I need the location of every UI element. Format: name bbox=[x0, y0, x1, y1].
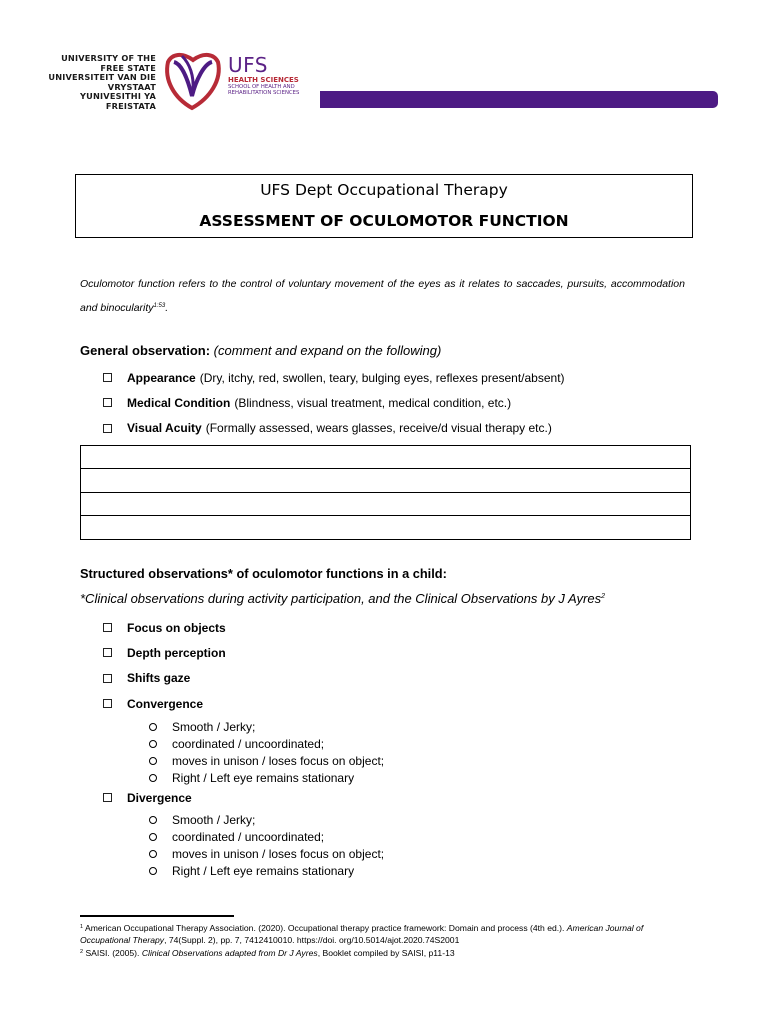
circle-bullet-icon bbox=[149, 740, 157, 748]
faculty-brand bbox=[228, 54, 299, 96]
general-observation-heading: General observation: (comment and expand on the following) bbox=[80, 343, 442, 358]
structured-observation-list bbox=[103, 615, 226, 716]
list-item: Shifts gaze bbox=[103, 666, 226, 691]
checkbox[interactable] bbox=[103, 373, 112, 382]
intro-paragraph: Oculomotor function refers to the control of voluntary movement of the eyes as it relates to saccades, pursuits, accommodation and binocularity$^{1:53}$. bbox=[80, 278, 685, 314]
checkbox[interactable] bbox=[103, 793, 112, 802]
circle-bullet-icon bbox=[149, 867, 157, 875]
checkbox[interactable] bbox=[103, 648, 112, 657]
footnote-2: $^2$ SAISI. (2005). Clinical Observations adapted from Dr J Ayres, Booklet compiled by SAISI, p11-13 bbox=[80, 948, 455, 959]
circle-bullet-icon bbox=[149, 723, 157, 731]
structured-observations-subheading: *Clinical observations during activity participation, and the Clinical Observations by J Ayres$^2$ bbox=[80, 591, 605, 606]
comment-row[interactable] bbox=[81, 469, 690, 492]
circle-bullet-icon bbox=[149, 774, 157, 782]
footnotes bbox=[80, 921, 692, 960]
ufs-logo-icon bbox=[160, 50, 226, 112]
divergence-sublist bbox=[149, 812, 384, 879]
assessment-title: ASSESSMENT OF OCULOMOTOR FUNCTION bbox=[199, 212, 569, 230]
list-item: Right / Left eye remains stationary bbox=[149, 769, 384, 786]
header-accent-bar bbox=[320, 91, 718, 108]
list-item: Right / Left eye remains stationary bbox=[149, 862, 384, 879]
list-item: Appearance (Dry, itchy, red, swollen, teary, bulging eyes, reflexes present/absent) bbox=[103, 365, 565, 390]
list-item: Focus on objects bbox=[103, 615, 226, 640]
school-name-line-1: SCHOOL OF HEALTH AND bbox=[228, 84, 295, 90]
dept-title: UFS Dept Occupational Therapy bbox=[260, 181, 508, 199]
comment-row[interactable] bbox=[81, 516, 690, 539]
list-item: Smooth / Jerky; bbox=[149, 812, 384, 829]
list-item: moves in unison / loses focus on object; bbox=[149, 753, 384, 770]
faculty-name: HEALTH SCIENCES bbox=[228, 76, 299, 84]
school-name-line-2: REHABILITATION SCIENCES bbox=[228, 90, 300, 96]
circle-bullet-icon bbox=[149, 833, 157, 841]
letterhead bbox=[0, 0, 768, 130]
circle-bullet-icon bbox=[149, 816, 157, 824]
list-item: Depth perception bbox=[103, 640, 226, 665]
circle-bullet-icon bbox=[149, 850, 157, 858]
convergence-sublist bbox=[149, 719, 384, 786]
university-name: UNIVERSITY OF THE FREE STATE UNIVERSITEIT VAN DIE VRYSTAAT YUNIVESITHI YA FREISTATA bbox=[48, 53, 156, 111]
list-item: Medical Condition (Blindness, visual treatment, medical condition, etc.) bbox=[103, 390, 565, 415]
list-item: Smooth / Jerky; bbox=[149, 719, 384, 736]
circle-bullet-icon bbox=[149, 757, 157, 765]
list-item: moves in unison / loses focus on object; bbox=[149, 846, 384, 863]
list-item: Visual Acuity (Formally assessed, wears glasses, receive/d visual therapy etc.) bbox=[103, 416, 565, 441]
title-box bbox=[75, 174, 693, 238]
ufs-wordmark: UFS bbox=[228, 53, 268, 77]
list-item: coordinated / uncoordinated; bbox=[149, 736, 384, 753]
checkbox[interactable] bbox=[103, 699, 112, 708]
comment-row[interactable] bbox=[81, 446, 690, 469]
general-observation-list bbox=[103, 365, 565, 441]
structured-observations-heading: Structured observations* of oculomotor functions in a child: bbox=[80, 566, 447, 581]
comment-table bbox=[80, 445, 691, 540]
checkbox[interactable] bbox=[103, 674, 112, 683]
checkbox[interactable] bbox=[103, 424, 112, 433]
intro-citation: 1:53 bbox=[153, 302, 166, 309]
footnote-1: $^1$ American Occupational Therapy Association. (2020). Occupational therapy practice framework: Domain and process (4th ed.). American Journal of Occupational Therapy, 74(Suppl. 2), pp. 7, 7412410010. https://doi. org/10.5014/ajot.2020.74S2001 bbox=[80, 923, 644, 946]
comment-row[interactable] bbox=[81, 493, 690, 516]
list-item: coordinated / uncoordinated; bbox=[149, 829, 384, 846]
list-item: Divergence bbox=[103, 785, 192, 810]
checkbox[interactable] bbox=[103, 623, 112, 632]
divergence-item bbox=[103, 785, 192, 810]
list-item: Convergence bbox=[103, 691, 226, 716]
footnote-divider bbox=[80, 915, 234, 917]
checkbox[interactable] bbox=[103, 398, 112, 407]
